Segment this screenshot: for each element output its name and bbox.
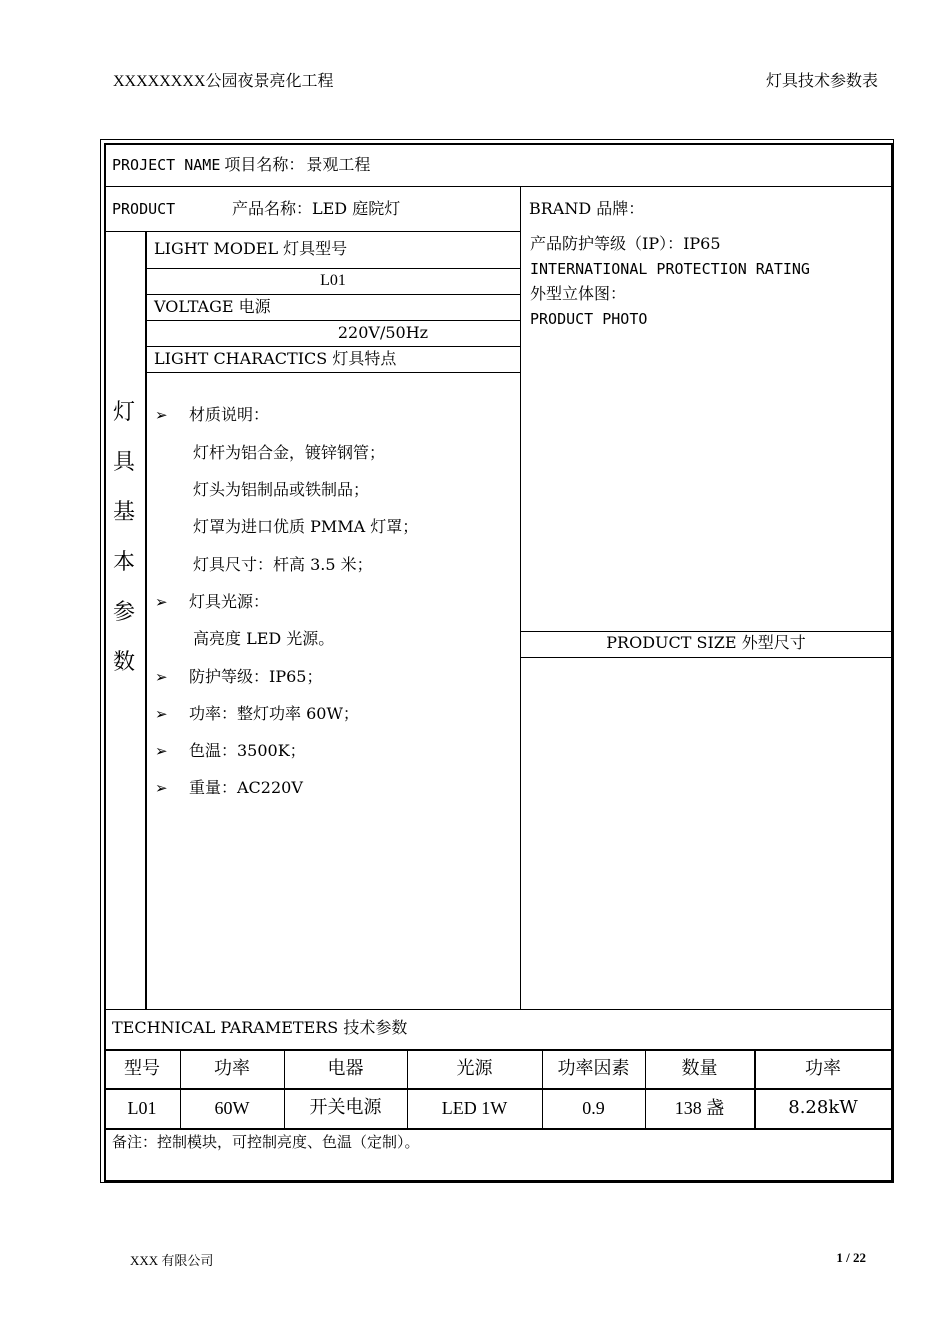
side-title-char: 本	[112, 550, 135, 575]
side-title	[110, 388, 138, 688]
feature-material-line: 灯具尺寸：杆高 3.5 米；	[193, 555, 373, 574]
table-header-cell: 电器	[327, 1058, 364, 1079]
project-name-label-cn: 项目名称：	[224, 155, 305, 174]
rule-product	[104, 231, 520, 232]
bullet-arrow-icon: ➢	[155, 668, 168, 686]
project-name-row	[112, 155, 370, 175]
document-header-title: XXXXXXXX公园夜景亮化工程	[113, 73, 334, 90]
table-cell-total-power: 8.28kW	[788, 1097, 858, 1118]
feature-source-title: ➢ 灯具光源：	[155, 592, 270, 611]
characteristics-label: LIGHT CHARACTICS 灯具特点	[154, 349, 397, 368]
rule-table-mid	[104, 1088, 892, 1090]
side-title-char: 参	[112, 600, 135, 625]
product-name: 产品名称：LED 庭院灯	[232, 199, 401, 218]
table-header-cell: 功率	[805, 1058, 841, 1079]
project-name-value: 景观工程	[306, 155, 371, 174]
feature-material-title: ➢ 材质说明：	[155, 405, 270, 424]
table-header-cell: 功率因素	[557, 1058, 630, 1079]
remark-note: 备注：控制模块，可控制亮度、色温（定制）。	[112, 1133, 420, 1151]
brand-label: BRAND 品牌：	[529, 199, 645, 218]
table-cell-driver: 开关电源	[309, 1097, 382, 1118]
bullet-arrow-icon: ➢	[155, 406, 168, 424]
table-cell-power: 60W	[214, 1098, 250, 1118]
feature-material-line: 灯杆为铝合金，镀锌钢管；	[193, 443, 386, 462]
product-size-label: PRODUCT SIZE 外型尺寸	[606, 633, 806, 652]
bullet-arrow-icon: ➢	[155, 593, 168, 611]
side-title-char: 数	[112, 650, 135, 675]
table-header-cell: 功率	[214, 1058, 250, 1079]
bullet-arrow-icon: ➢	[155, 779, 168, 797]
rule-model-value	[146, 294, 520, 295]
table-header-cell: 数量	[681, 1058, 718, 1079]
feature-weight: ➢ 重量：AC220V	[155, 778, 303, 797]
document-header-subtitle: 灯具技术参数表	[765, 73, 878, 90]
bullet-arrow-icon: ➢	[155, 705, 168, 723]
rule-size-top	[520, 631, 892, 632]
side-title-char: 灯	[112, 400, 135, 425]
footer-company: XXX 有限公司	[130, 1253, 214, 1268]
rule-voltage	[146, 320, 520, 321]
feature-material-line: 灯罩为进口优质 PMMA 灯罩；	[193, 517, 419, 536]
feature-power: ➢ 功率：整灯功率 60W；	[155, 704, 359, 723]
rule-center-divider	[520, 186, 521, 1009]
technical-parameters-label: TECHNICAL PARAMETERS 技术参数	[112, 1018, 408, 1037]
rule-tech-top	[104, 1009, 892, 1010]
table-cell-quantity: 138 盏	[674, 1098, 725, 1118]
feature-material-line: 灯头为铝制品或铁制品；	[193, 480, 370, 499]
feature-color-temp: ➢ 色温：3500K；	[155, 741, 306, 760]
product-photo-label-cn: 外型立体图：	[530, 284, 627, 303]
table-cell-model: L01	[127, 1098, 157, 1118]
table-header-cell: 型号	[124, 1058, 160, 1079]
rule-characteristics	[146, 372, 520, 373]
product-label: PRODUCT	[112, 200, 176, 218]
light-model-value: L01	[320, 272, 346, 289]
voltage-value: 220V/50Hz	[337, 323, 429, 342]
side-title-char: 具	[112, 450, 135, 475]
table-header-cell: 光源	[456, 1058, 493, 1079]
feature-protection: ➢ 防护等级：IP65；	[155, 667, 323, 686]
light-model-label: LIGHT MODEL 灯具型号	[154, 239, 348, 258]
rule-size-bottom	[520, 657, 892, 658]
project-name-label: PROJECT NAME	[112, 156, 221, 174]
product-photo-label-en: PRODUCT PHOTO	[530, 310, 648, 328]
rule-side-divider	[145, 231, 147, 1009]
rule-model	[146, 268, 520, 269]
bullet-arrow-icon: ➢	[155, 742, 168, 760]
voltage-label: VOLTAGE 电源	[154, 297, 271, 316]
table-cell-power-factor: 0.9	[582, 1098, 605, 1118]
rule-project	[104, 186, 892, 187]
side-title-char: 基	[112, 500, 135, 525]
rule-table-top	[104, 1049, 892, 1051]
rule-table-bottom	[104, 1128, 892, 1130]
ip-rating-line: 产品防护等级（IP）：IP65	[530, 234, 721, 253]
ip-rating-english: INTERNATIONAL PROTECTION RATING	[530, 260, 810, 278]
table-cell-light-source: LED 1W	[441, 1098, 508, 1118]
page-number: 1 / 22	[836, 1250, 866, 1265]
rule-voltage-value	[146, 346, 520, 347]
feature-source-line: 高亮度 LED 光源。	[193, 629, 335, 648]
